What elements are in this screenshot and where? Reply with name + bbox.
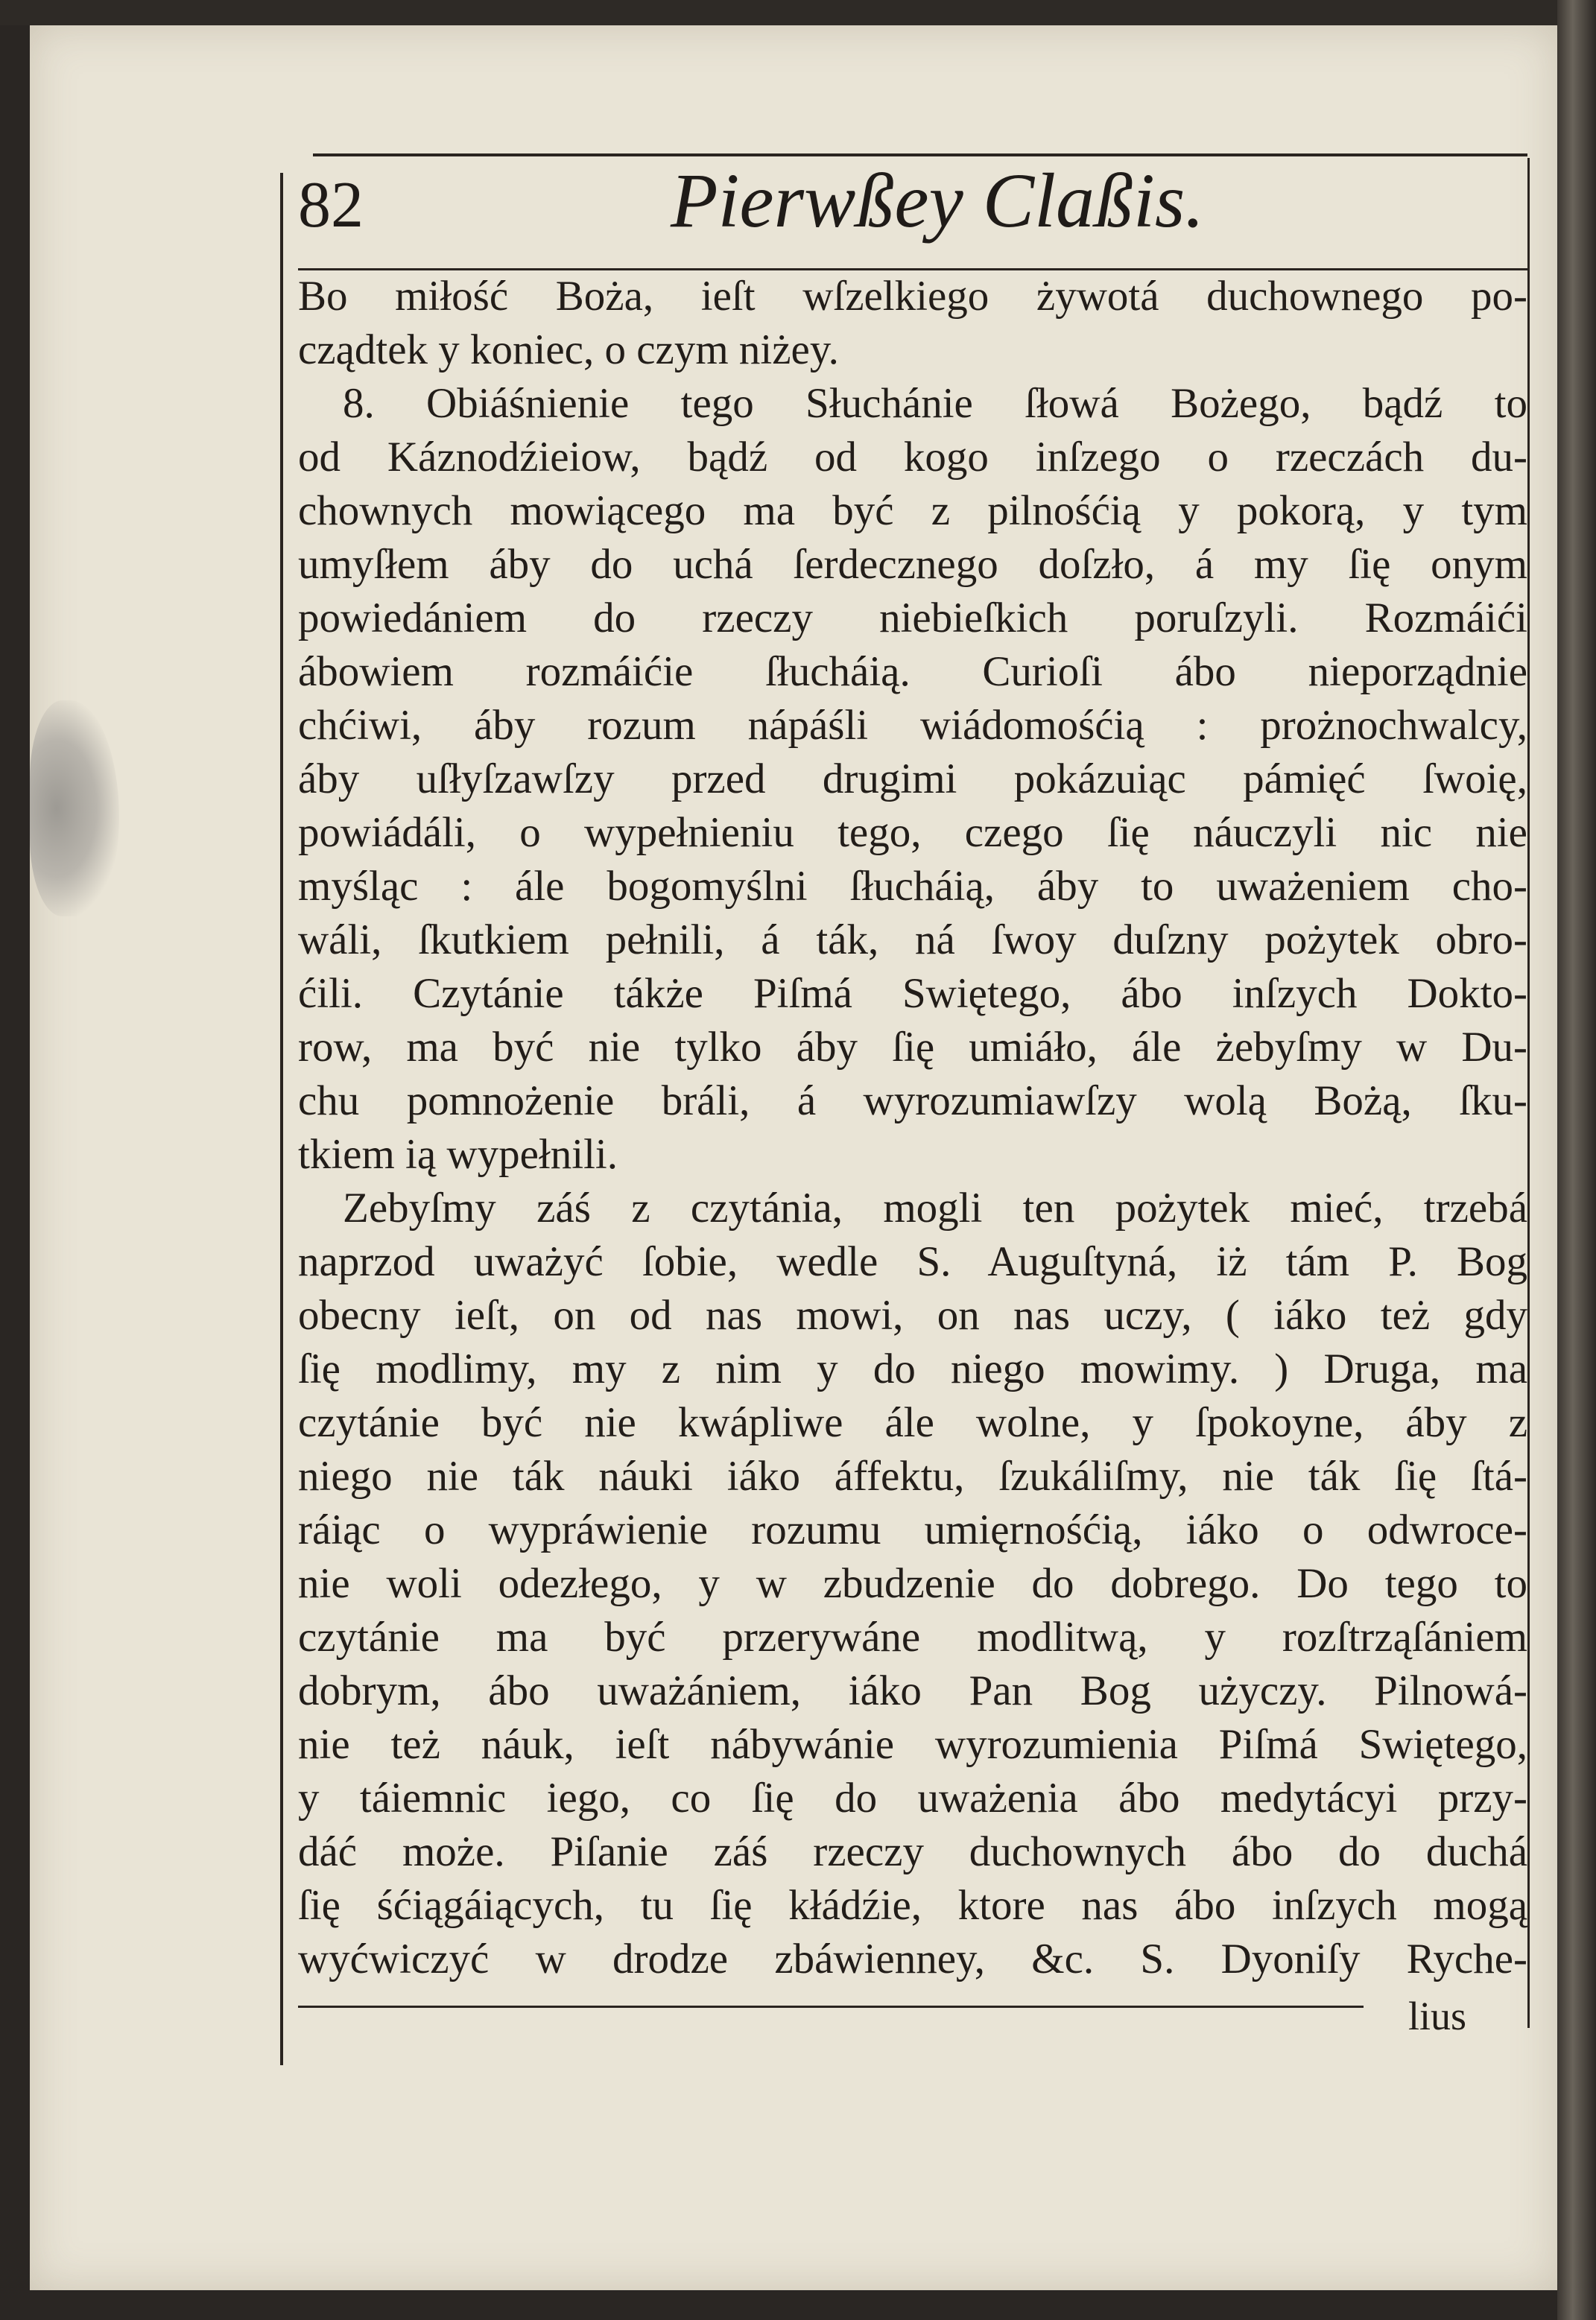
text-line: nie woli odezłego, y w zbudzenie do dobrego. Do tego to [298, 1560, 1527, 1607]
text-line: y táiemnic iego, co ſię do uważenia ábo medytácyi przy- [298, 1775, 1527, 1822]
text-line: ábowiem rozmáićie ſłucháią. Curioſi ábo nieporządnie [298, 648, 1527, 695]
text-line: tkiem ią wypełnili. [298, 1131, 618, 1178]
text-line: áby uſłyſzawſzy przed drugimi pokázuiąc pámięć ſwoię, [298, 755, 1527, 802]
text-line: 8. Obiáśnienie tego Słuchánie ſłowá Bożego, bądź to [343, 380, 1527, 427]
text-line: od Káznodźieiow, bądź od kogo inſzego o rzeczách du- [298, 434, 1527, 481]
scan-border-top [0, 0, 1596, 25]
text-line: Bo miłość Boża, ieſt wſzelkiego żywotá duchownego po- [298, 273, 1527, 320]
text-line: obecny ieſt, on od nas mowi, on nas uczy, ( iáko też gdy [298, 1292, 1527, 1339]
text-line: dáć może. Piſanie záś rzeczy duchownych ábo do duchá [298, 1828, 1527, 1875]
text-line: chu pomnożenie bráli, á wyrozumiawſzy wolą Bożą, ſku- [298, 1077, 1527, 1124]
text-line: czytánie być nie kwápliwe ále wolne, y ſpokoyne, áby z [298, 1399, 1527, 1446]
text-line: wyćwiczyć w drodze zbáwienney, &c. S. Dyoniſy Ryche- [298, 1936, 1527, 1983]
text-line: powiedániem do rzeczy niebieſkich poruſzyli. Rozmáići [298, 595, 1527, 641]
text-line: ćili. Czytánie tákże Piſmá Swiętego, ábo inſzych Dokto- [298, 970, 1527, 1017]
text-line: chownych mowiącego ma być z pilnośćią y pokorą, y tym [298, 487, 1527, 534]
text-line: umyſłem áby do uchá ſerdecznego doſzło, á my ſię onym [298, 541, 1527, 588]
text-line: naprzod uważyć ſobie, wedle S. Auguſtyná, iż tám P. Bog [298, 1238, 1527, 1285]
text-line: ſię modlimy, my z nim y do niego mowimy. ) Druga, ma [298, 1346, 1527, 1392]
footer-rule [298, 2006, 1364, 2008]
frame-left-rule [280, 173, 283, 2065]
page-number: 82 [298, 169, 364, 241]
catchword: lius [1408, 1994, 1467, 2038]
text-line: dobrym, ábo uważániem, iáko Pan Bog użyczy. Pilnowá- [298, 1667, 1527, 1714]
text-line: czytánie ma być przerywáne modlitwą, y rozſtrząſániem [298, 1614, 1527, 1661]
book-fore-edge [1557, 0, 1596, 2320]
text-line: Zebyſmy záś z czytánia, mogli ten pożytek mieć, trzebá [343, 1185, 1527, 1232]
text-line: ſię śćiągáiących, tu ſię kłádźie, ktore nas ábo inſzych mogą [298, 1882, 1527, 1929]
text-line: row, ma być nie tylko áby ſię umiáło, ále żebyſmy w Du- [298, 1024, 1527, 1071]
text-line: powiádáli, o wypełnieniu tego, czego ſię náuczyli nic nie [298, 809, 1527, 856]
text-line: ráiąc o wypráwienie rozumu umięrnośćią, iáko o odwroce- [298, 1506, 1527, 1553]
text-line: cządtek y koniec, o czym niżey. [298, 326, 839, 373]
text-line: myśląc : ále bogomyślni ſłucháią, áby to uważeniem cho- [298, 863, 1527, 910]
header-top-rule [313, 153, 1527, 156]
text-line: niego nie ták náuki iáko áffektu, ſzukáliſmy, nie ták ſię ſtá- [298, 1453, 1527, 1500]
body-text [298, 270, 1527, 1986]
frame-right-rule [1527, 158, 1530, 2028]
text-line: wáli, ſkutkiem pełnili, á ták, ná ſwoy duſzny pożytek obro- [298, 916, 1527, 963]
text-line: nie też náuk, ieſt nábywánie wyrozumienia Piſmá Swiętego, [298, 1721, 1527, 1768]
text-line: chćiwi, áby rozum nápáśli wiádomośćią : prożnochwalcy, [298, 702, 1527, 749]
running-title: Pierwßey Claßis. [671, 158, 1205, 244]
